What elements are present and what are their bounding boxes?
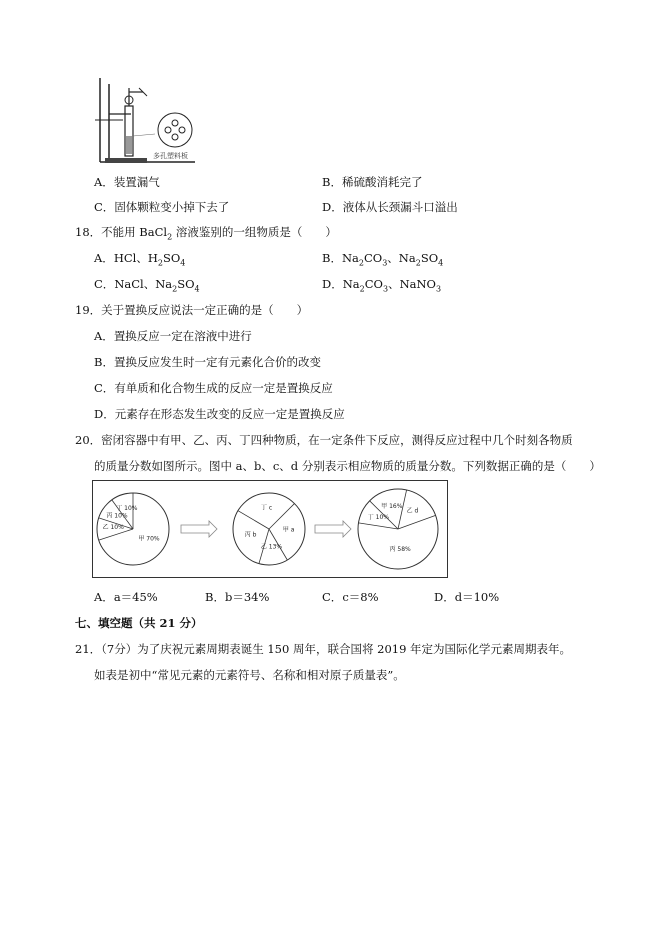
q19-option-c[interactable]: C．有单质和化合物生成的反应一定是置换反应 xyxy=(94,381,333,395)
q19-stem: 19．关于置换反应说法一定正确的是（ ） xyxy=(75,303,309,317)
q18-option-d[interactable]: D．$Na_2CO_3$、NaNO$_3$ xyxy=(322,277,442,294)
q20-option-d[interactable]: D．d＝10% xyxy=(434,590,500,604)
section-title: 七、填空题（共 21 分） xyxy=(75,616,203,630)
q17-option-a[interactable]: A．装置漏气 xyxy=(94,175,160,189)
q20-option-b[interactable]: B．b＝34% xyxy=(205,590,270,604)
q18-stem: 18．不能用 BaCl$_2$ 溶液鉴别的一组物质是（ ） xyxy=(75,225,337,242)
pie-3-label-乙: 乙 d xyxy=(406,507,419,515)
arrow-1 xyxy=(181,521,217,537)
q17-option-c[interactable]: C．固体颗粒变小掉下去了 xyxy=(94,200,230,214)
q18-option-a[interactable]: A．HCl、$H_2SO_4$ xyxy=(94,251,186,268)
q21-line2: 如表是初中“常见元素的元素符号、名称和相对原子质量表”。 xyxy=(94,668,405,682)
pie-2-label-乙: 乙 13% xyxy=(260,543,283,551)
q19-option-a[interactable]: A．置换反应一定在溶液中进行 xyxy=(94,329,252,343)
pie-charts-figure xyxy=(92,480,448,578)
pie-1-label-甲: 甲 70% xyxy=(138,535,160,543)
pie-3-label-丙: 丙 58% xyxy=(389,545,411,553)
q19-option-d[interactable]: D．元素存在形态发生改变的反应一定是置换反应 xyxy=(94,407,345,421)
figure-caption: 多孔塑料板 xyxy=(153,152,188,160)
q17-option-b[interactable]: B．稀硫酸消耗完了 xyxy=(322,175,423,189)
pie-3-label-丁: 丁 10% xyxy=(367,514,389,522)
q20-option-a[interactable]: A．a＝45% xyxy=(94,590,158,604)
q21-line1: 21．（7分）为了庆祝元素周期表诞生 150 周年，联合国将 2019 年定为国际化学元素周期表年。 xyxy=(75,642,572,656)
q20-stem-line2: 的质量分数如图所示。图中 a、b、c、d 分别表示相应物质的质量分数。下列数据正确的是（ ） xyxy=(94,459,601,473)
pie-3-label-甲: 甲 16% xyxy=(381,502,403,510)
pie-2-label-甲: 甲 a xyxy=(282,526,295,534)
apparatus-figure xyxy=(95,78,197,164)
pie-1-label-乙: 乙 10% xyxy=(102,524,124,531)
arrow-2 xyxy=(315,521,351,537)
q19-option-b[interactable]: B．置换反应发生时一定有元素化合价的改变 xyxy=(94,355,321,369)
pie-2-label-丙: 丙 b xyxy=(244,531,257,539)
q20-option-c[interactable]: C．c＝8% xyxy=(322,590,379,604)
q20-stem-line1: 20．密闭容器中有甲、乙、丙、丁四种物质，在一定条件下反应，测得反应过程中几个时刻各物质 xyxy=(75,433,573,447)
pie-1-label-丙: 丙 10% xyxy=(106,512,128,520)
q18-option-b[interactable]: B．$Na_2CO_3$、$Na_2SO_4$ xyxy=(322,251,444,268)
q18-option-c[interactable]: C．NaCl、$Na_2SO_4$ xyxy=(94,277,200,294)
pie-1-label-丁: 丁 10% xyxy=(116,505,138,513)
pie-2-label-丁: 丁 c xyxy=(260,504,273,512)
q17-option-d[interactable]: D．液体从长颈漏斗口溢出 xyxy=(322,200,458,214)
